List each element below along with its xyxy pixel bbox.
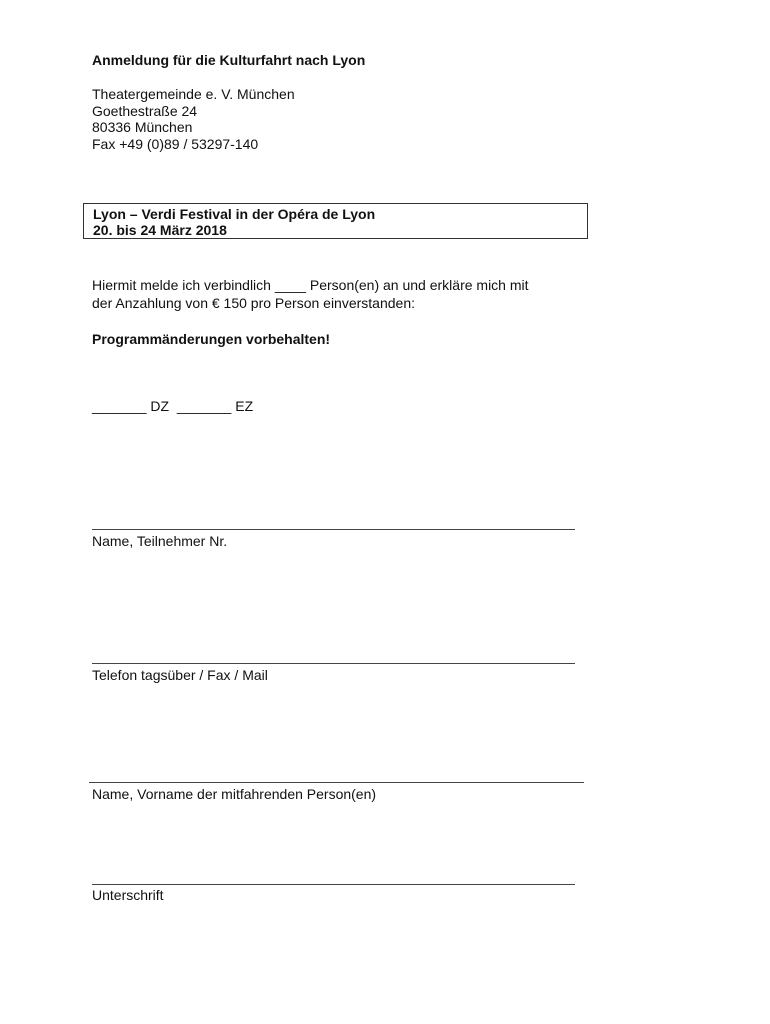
signature-entry-line (92, 884, 575, 885)
room-type-fields: _______ DZ _______ EZ (92, 398, 254, 414)
event-info-box (83, 203, 588, 239)
event-name: Lyon – Verdi Festival in der Opéra de Lyon (93, 206, 376, 222)
form-title: Anmeldung für die Kulturfahrt nach Lyon (92, 52, 366, 68)
registration-statement-line-2: der Anzahlung von € 150 pro Person einverstanden: (92, 295, 416, 311)
signature-field-label: Unterschrift (92, 887, 164, 903)
street-address: Goethestraße 24 (92, 103, 198, 119)
fax-number: Fax +49 (0)89 / 53297-140 (92, 136, 259, 152)
name-entry-line (92, 529, 575, 530)
name-field-label: Name, Teilnehmer Nr. (92, 533, 228, 549)
postal-city: 80336 München (92, 119, 193, 135)
contact-field-label: Telefon tagsüber / Fax / Mail (92, 667, 268, 683)
event-dates: 20. bis 24 März 2018 (93, 222, 227, 238)
companions-field-label: Name, Vorname der mitfahrenden Person(en) (92, 786, 377, 802)
program-change-notice: Programmänderungen vorbehalten! (92, 331, 331, 347)
registration-statement-line-1: Hiermit melde ich verbindlich ____ Person(en) an und erkläre mich mit (92, 277, 529, 293)
companions-entry-line (89, 782, 584, 783)
contact-entry-line (92, 663, 575, 664)
organization-name: Theatergemeinde e. V. München (92, 86, 295, 102)
